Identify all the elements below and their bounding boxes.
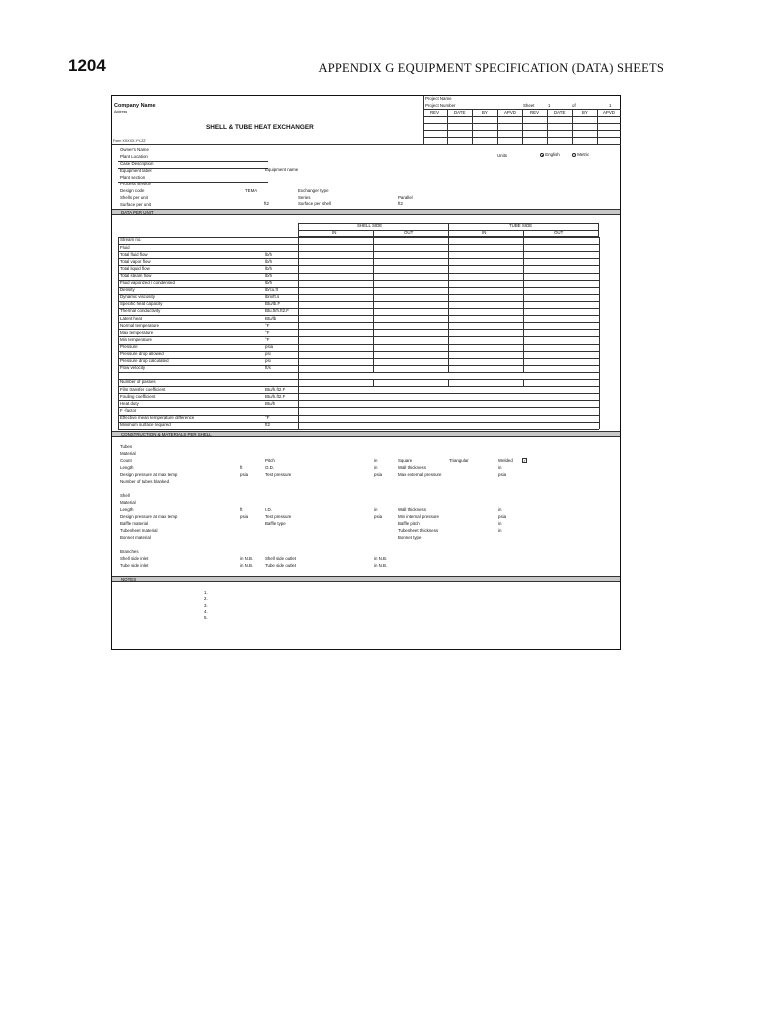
baffle-material-label: Baffle material [120,521,148,526]
table-row-rule [118,358,599,359]
row-label: Fluid [120,244,130,250]
notes-band: NOTES [112,576,620,582]
table-row-rule [118,258,599,259]
unit-label: in [498,528,502,533]
unit-label: ft [240,465,243,470]
company-name: Company Name [114,103,156,109]
row-unit: lb/h [265,280,273,285]
general-labels [120,147,153,209]
row-label: Pressure [120,343,138,349]
table-row-rule [118,322,599,323]
unit-label: in [374,458,378,463]
row-unit: °F [265,329,270,335]
unit-label: psia [374,472,383,477]
process-service-label: Process service [120,181,151,187]
construction-band: CONSTRUCTION & MATERIALS PER SHELL [112,431,620,437]
row-unit: Btu/lb [265,315,277,321]
plant-section-label: Plant section [120,174,146,180]
shell-side-inlet-label: Shell side inlet [120,556,149,561]
unit-label: in N.B. [240,563,254,568]
row-unit: Btu/lb.F [265,301,281,307]
shell-out-header: OUT [404,230,414,236]
table-row-rule [118,372,599,373]
unit-label: in [374,465,378,470]
row-unit: Btu.ft/h.ft2.F [265,308,289,314]
surface-per-shell-label: Surface per shell [298,201,331,207]
row-label: Normal temperature [120,322,160,328]
sheet-number: 1 [548,103,551,108]
min-internal-pressure-label: Min internal pressure [398,514,439,519]
tube-side-header: TUBE SIDE [509,223,533,229]
table-row-rule [118,315,599,316]
tube-in-header: IN [482,230,487,236]
table-row-rule [118,280,599,281]
row-label: Total vapor flow [120,258,151,264]
row-label: Number of passes [120,379,156,385]
table-column-rule [599,237,600,429]
row-unit: ft/s [265,365,271,371]
apvd-header: APVD [603,109,615,115]
tema-label: TEMA [245,187,258,193]
note-item: 3. [204,602,208,608]
check-icon: ✓ [523,457,527,463]
row-label: Stream no. [120,237,142,243]
tubes-design-pressure-label: Design pressure at max temp [120,472,178,477]
table-row-rule [118,294,599,295]
table-row-rule [118,336,599,337]
unit-label: psia [374,514,383,519]
shell-side-outlet-label: Shell side outlet [265,556,296,561]
tubes-length-label: Length [120,465,134,470]
row-unit: lbm/ft.s [265,294,280,300]
company-address: Address [114,110,128,114]
note-item: 2. [204,596,208,602]
tube-side-outlet-label: Tube side outlet [265,563,297,568]
unit-label: in [498,521,502,526]
surface-per-unit-label: Surface per unit [120,202,151,208]
baffle-pitch-label: Baffle pitch [398,521,420,526]
row-label: Effective mean temperature difference [120,414,195,420]
unit-label: in N.B. [240,556,254,561]
row-unit: Btu/h [265,400,276,406]
data-sheet [111,95,621,650]
row-label: F -factor [120,407,137,413]
row-unit: °F [265,322,270,328]
row-unit: °F [265,336,270,342]
shell-test-pressure-label: Test pressure [265,514,292,519]
table-column-rule [373,379,374,386]
surface-per-unit-unit: ft2 [264,201,269,207]
rev-header: REV [430,109,440,115]
row-label: Pressure drop allowed [120,351,164,356]
units-label: Units [497,152,508,158]
tubes-count-label: Count [120,458,132,463]
sheet-total: 1 [609,103,612,108]
max-external-pressure-label: Max external pressure [398,472,442,477]
shell-material-label: Material [120,500,136,505]
by-header: BY [582,109,588,115]
table-column-rule [118,237,119,429]
shell-design-pressure-label: Design pressure at max temp [120,514,178,519]
table-row-rule [118,365,599,366]
square-label: Square [398,458,413,463]
row-label: Latent heat [120,315,142,321]
equipment-name-label: Equipment name [265,166,299,172]
tubes-material-label: Material [120,451,136,456]
shell-id-label: I.D. [265,507,272,512]
project-name-label: Project Name [425,96,452,101]
table-row-rule [118,400,599,401]
table-row-rule [118,344,599,345]
triangular-label: Triangular [449,458,469,463]
row-label: Total steam flow [120,272,152,278]
shell-side-header: SHELL SIDE [357,223,383,229]
unit-label: in [374,507,378,512]
row-label: Fluid vaporized / condensed [120,280,175,285]
bonnet-type-label: Bonnet type [398,535,422,540]
row-label: Total fluid flow [120,251,148,257]
sheet-label: Sheet [523,103,535,108]
tubesheet-material-label: Tubesheet material [120,528,158,533]
row-unit: ft2 [265,422,270,427]
equipment-label-label: Equipment label [120,167,152,173]
table-row-rule [118,287,599,288]
table-row-rule [118,273,599,274]
row-unit: lb/h [265,251,273,257]
row-label: Thermal conductivity [120,308,161,314]
table-column-rule [448,237,449,372]
surface-per-shell-unit: ft2 [398,201,403,207]
plant-location-label: Plant Location [120,153,148,159]
row-label: Density [120,287,135,293]
exchanger-type-label: Exchanger type [298,187,329,193]
by-header: BY [482,109,488,115]
tubes-wall-thickness-label: Wall thickness [398,465,426,470]
owners-name-label: Owner's Name [120,147,149,152]
table-column-rule [523,379,524,386]
table-row-rule [118,422,599,423]
table-row-rule [118,265,599,266]
page-number: 1204 [68,56,106,75]
parallel-label: Parallel [398,194,413,200]
running-head: APPENDIX G EQUIPMENT SPECIFICATION (DATA) SHEETS [318,61,664,75]
row-label: Heat duty [120,400,139,406]
radio-unselected-icon[interactable] [572,153,576,157]
row-label: Fouling coefficient [120,393,156,399]
row-label: Pressure drop calculated [120,358,169,364]
table-row-rule [118,308,599,309]
units-english-option[interactable]: English [540,153,560,158]
table-row-rule [118,329,599,330]
shell-in-header: IN [332,230,337,236]
table-row-rule [118,244,599,245]
apvd-header: APVD [504,109,516,115]
tubes-pitch-label: Pitch [265,458,275,463]
unit-label: psia [240,472,249,477]
series-label: Series [298,194,311,200]
row-unit: Btu/h.ft2.F [265,386,286,392]
unit-label: in [498,507,502,512]
row-unit: lb/cu.ft [265,287,278,293]
project-number-label: Project Number [425,103,456,108]
row-label: Flow velocity [120,365,146,371]
data-per-unit-band: DATA PER UNIT [112,209,620,215]
welded-checkbox[interactable] [522,458,527,463]
unit-label: ft [240,507,243,512]
table-row-rule [118,407,599,408]
row-label: Total liquid flow [120,265,150,271]
row-unit: psia [265,343,274,349]
tube-out-header: OUT [554,230,564,236]
unit-label: in N.B. [374,556,388,561]
row-label: Specific heat capacity [120,301,163,307]
unit-label: psia [498,472,507,477]
date-header: DATE [554,109,566,115]
unit-label: psia [498,514,507,519]
welded-label: Welded [498,458,513,463]
table-column-rule [448,379,449,386]
table-row-rule [118,393,599,394]
table-row-rule [118,351,599,352]
unit-label: in [498,465,502,470]
row-unit: lb/h [265,265,273,271]
shell-wall-thickness-label: Wall thickness [398,507,426,512]
sheet-of-label: of [572,103,576,108]
table-row-rule [118,379,599,380]
radio-selected-icon[interactable] [540,153,544,157]
tubes-test-pressure-label: Test pressure [265,472,292,477]
rev-header: REV [530,109,540,115]
date-header: DATE [454,109,466,115]
shell-length-label: Length [120,507,134,512]
baffle-type-label: Baffle type [265,521,286,526]
row-unit: Btu/h.ft2.F [265,393,286,399]
table-row-rule [118,251,599,252]
note-item: 4. [204,608,208,614]
row-label: Max temperature [120,329,154,335]
units-metric-option[interactable]: Metric [572,153,589,158]
branches-heading: Branches [120,549,139,554]
table-row-rule [118,237,599,238]
form-number: Form XXXXX-YY-ZZ [113,139,146,143]
table-bottom-rule [118,429,599,430]
note-item: 5. [204,615,208,621]
notes-list [204,590,208,621]
table-row-rule [118,301,599,302]
tubesheet-thickness-label: Tubesheet thickness [398,528,439,533]
table-column-rule [298,237,299,429]
row-label: Dynamic viscosity [120,294,155,300]
tubes-od-label: O.D. [265,465,275,470]
tubes-heading: Tubes [120,444,133,449]
row-label: Film transfer coefficient [120,386,166,392]
sheet-title: SHELL & TUBE HEAT EXCHANGER [206,124,314,131]
unit-label: in N.B. [374,563,388,568]
shells-per-unit-label: Shells per unit [120,195,148,201]
row-unit: psi [265,358,271,364]
row-label: Min temperature [120,336,152,342]
row-label: Minimum surface required [120,422,171,427]
shell-heading: Shell [120,493,130,498]
note-item: 1. [204,590,208,595]
tubes-blanked-label: Number of tubes blanked [120,479,170,484]
row-unit: lb/h [265,258,273,264]
row-unit: psi [265,351,271,356]
table-column-rule [523,237,524,372]
row-unit: lb/h [265,272,273,278]
design-code-label: Design code [120,188,145,194]
case-description-label: Case Description [120,160,154,166]
tube-side-inlet-label: Tube side inlet [120,563,149,568]
unit-label: psia [240,514,249,519]
bonnet-material-label: Bonnet material [120,535,151,540]
table-row-rule [118,386,599,387]
row-unit: °F [265,414,270,420]
table-column-rule [373,237,374,372]
